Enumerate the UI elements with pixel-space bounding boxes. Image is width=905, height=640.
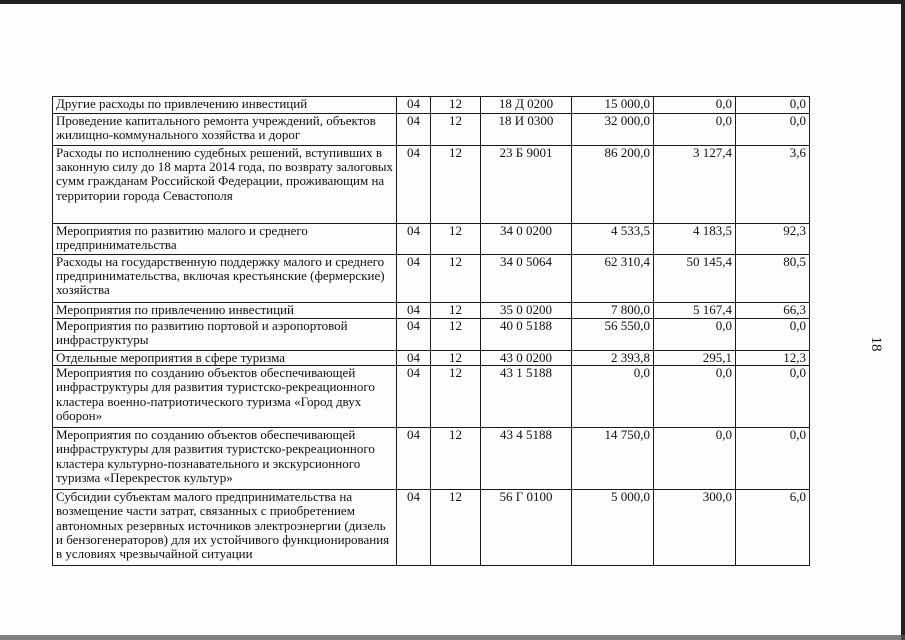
section-code-cell: 04: [397, 319, 431, 351]
planned-amount-cell: 4 533,5: [572, 224, 654, 255]
section-code-cell: 04: [397, 490, 431, 566]
expense-name-cell: Мероприятия по привлечению инвестиций: [53, 303, 397, 319]
percent-cell: 6,0: [736, 490, 810, 566]
percent-cell: 0,0: [736, 114, 810, 146]
subsection-code-cell: 12: [431, 428, 481, 490]
table-row: [53, 366, 810, 428]
section-code-cell: 04: [397, 224, 431, 255]
table-row: [53, 490, 810, 566]
scan-top-edge: [0, 0, 905, 4]
actual-amount-cell: 300,0: [654, 490, 736, 566]
expense-name-cell: Мероприятия по созданию объектов обеспечивающей инфраструктуры для развития туристско-рекреационного кластера военно-патриотического туризма «Город двух оборон»: [53, 366, 397, 428]
subsection-code-cell: 12: [431, 490, 481, 566]
planned-amount-cell: 86 200,0: [572, 146, 654, 224]
percent-cell: 92,3: [736, 224, 810, 255]
actual-amount-cell: 0,0: [654, 366, 736, 428]
actual-amount-cell: 4 183,5: [654, 224, 736, 255]
table-row: [53, 428, 810, 490]
target-article-cell: 18 Д 0200: [481, 97, 572, 114]
actual-amount-cell: 5 167,4: [654, 303, 736, 319]
section-code-cell: 04: [397, 255, 431, 303]
planned-amount-cell: 14 750,0: [572, 428, 654, 490]
actual-amount-cell: 295,1: [654, 351, 736, 366]
table-body: [53, 97, 810, 566]
table-row: [53, 224, 810, 255]
expense-name-cell: Отдельные мероприятия в сфере туризма: [53, 351, 397, 366]
section-code-cell: 04: [397, 303, 431, 319]
table-row: [53, 319, 810, 351]
percent-cell: 0,0: [736, 366, 810, 428]
target-article-cell: 34 0 5064: [481, 255, 572, 303]
percent-cell: 12,3: [736, 351, 810, 366]
table-row: [53, 146, 810, 224]
target-article-cell: 56 Г 0100: [481, 490, 572, 566]
actual-amount-cell: 0,0: [654, 97, 736, 114]
planned-amount-cell: 56 550,0: [572, 319, 654, 351]
target-article-cell: 43 1 5188: [481, 366, 572, 428]
target-article-cell: 43 4 5188: [481, 428, 572, 490]
actual-amount-cell: 0,0: [654, 428, 736, 490]
percent-cell: 0,0: [736, 319, 810, 351]
planned-amount-cell: 7 800,0: [572, 303, 654, 319]
section-code-cell: 04: [397, 428, 431, 490]
target-article-cell: 34 0 0200: [481, 224, 572, 255]
subsection-code-cell: 12: [431, 255, 481, 303]
table-row: [53, 303, 810, 319]
actual-amount-cell: 0,0: [654, 114, 736, 146]
actual-amount-cell: 50 145,4: [654, 255, 736, 303]
section-code-cell: 04: [397, 351, 431, 366]
target-article-cell: 18 И 0300: [481, 114, 572, 146]
target-article-cell: 35 0 0200: [481, 303, 572, 319]
percent-cell: 80,5: [736, 255, 810, 303]
expense-name-cell: Проведение капитального ремонта учреждений, объектов жилищно-коммунального хозяйства и дорог: [53, 114, 397, 146]
page-number: 18: [868, 336, 884, 352]
percent-cell: 0,0: [736, 428, 810, 490]
subsection-code-cell: 12: [431, 146, 481, 224]
subsection-code-cell: 12: [431, 224, 481, 255]
subsection-code-cell: 12: [431, 319, 481, 351]
table-row: [53, 255, 810, 303]
table-row: [53, 97, 810, 114]
target-article-cell: 40 0 5188: [481, 319, 572, 351]
expense-name-cell: Мероприятия по развитию малого и среднего предпринимательства: [53, 224, 397, 255]
actual-amount-cell: 0,0: [654, 319, 736, 351]
subsection-code-cell: 12: [431, 351, 481, 366]
section-code-cell: 04: [397, 97, 431, 114]
subsection-code-cell: 12: [431, 97, 481, 114]
planned-amount-cell: 0,0: [572, 366, 654, 428]
planned-amount-cell: 5 000,0: [572, 490, 654, 566]
planned-amount-cell: 15 000,0: [572, 97, 654, 114]
target-article-cell: 43 0 0200: [481, 351, 572, 366]
percent-cell: 66,3: [736, 303, 810, 319]
subsection-code-cell: 12: [431, 303, 481, 319]
budget-table: [52, 96, 810, 566]
table-row: [53, 114, 810, 146]
subsection-code-cell: 12: [431, 366, 481, 428]
target-article-cell: 23 Б 9001: [481, 146, 572, 224]
percent-cell: 0,0: [736, 97, 810, 114]
scan-right-edge: [901, 0, 905, 640]
actual-amount-cell: 3 127,4: [654, 146, 736, 224]
scan-bottom-edge: [0, 635, 905, 640]
planned-amount-cell: 2 393,8: [572, 351, 654, 366]
expense-name-cell: Мероприятия по созданию объектов обеспечивающей инфраструктуры для развития туристско-рекреационного кластера культурно-познавательного и экскурсионного туризма «Перекресток культур»: [53, 428, 397, 490]
expense-name-cell: Субсидии субъектам малого предпринимательства на возмещение части затрат, связанных с приобретением автономных резервных источников электроэнергии (дизель и бензогенераторов) для их устойчивого функционирования в условиях чрезвычайной ситуации: [53, 490, 397, 566]
planned-amount-cell: 32 000,0: [572, 114, 654, 146]
percent-cell: 3,6: [736, 146, 810, 224]
section-code-cell: 04: [397, 146, 431, 224]
table-row: [53, 351, 810, 366]
expense-name-cell: Мероприятия по развитию портовой и аэропортовой инфраструктуры: [53, 319, 397, 351]
planned-amount-cell: 62 310,4: [572, 255, 654, 303]
subsection-code-cell: 12: [431, 114, 481, 146]
section-code-cell: 04: [397, 114, 431, 146]
expense-name-cell: Расходы по исполнению судебных решений, вступивших в законную силу до 18 марта 2014 года, по возврату залоговых сумм гражданам Российской Федерации, проживающим на территории города Севастополя: [53, 146, 397, 224]
expense-name-cell: Расходы на государственную поддержку малого и среднего предпринимательства, включая крестьянские (фермерские) хозяйства: [53, 255, 397, 303]
expense-name-cell: Другие расходы по привлечению инвестиций: [53, 97, 397, 114]
section-code-cell: 04: [397, 366, 431, 428]
